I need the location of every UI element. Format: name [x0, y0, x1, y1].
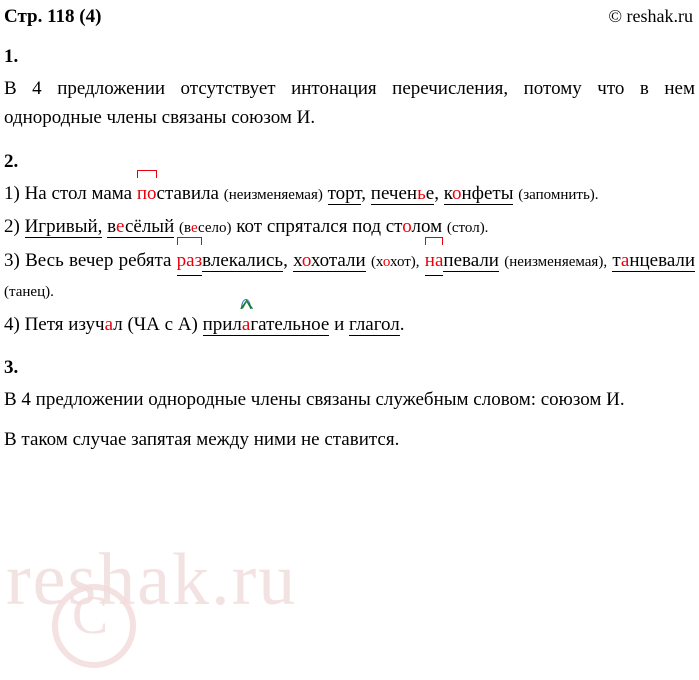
item-3-verb-napevali [425, 250, 499, 271]
prefix-mark-raz: раз [177, 246, 202, 276]
item-4-l: л [113, 313, 123, 335]
item-1-word-tort: торт [327, 182, 362, 204]
item-3-verb-tancevali [612, 250, 695, 272]
item-2-word-veselyy [107, 216, 174, 238]
item-1-comma-2: , [434, 182, 439, 204]
item-2-label: 2) [4, 216, 20, 238]
item-3-word-ves: Весь [25, 249, 64, 271]
page-label: Стр. 118 (4) [4, 6, 102, 27]
item-1-note-2: (запомнить). [518, 186, 599, 203]
item-3-note-1-red: о [382, 253, 391, 270]
answer-item-1 [4, 179, 695, 208]
item-3-verb-hohotali [293, 250, 366, 272]
item-2-o: о [402, 216, 412, 238]
item-3-ncevali: нцевали [629, 249, 696, 271]
item-4-izuch: Петя изуч [24, 313, 105, 335]
prefix-mark-na: на [425, 246, 444, 276]
item-2-note-1a: (в [178, 220, 191, 237]
item-4-note: (ЧА с А) [127, 313, 198, 335]
watermark [0, 520, 699, 680]
item-4-word-prilagatelnoe [203, 314, 330, 336]
item-3-razvlekalis-stem: влекались [202, 249, 284, 271]
item-2-rest [236, 216, 442, 237]
section-3-paragraph-1: В 4 предложении однородные члены связаны служебным словом: союзом И. [4, 389, 625, 411]
root-suffix-mark-a: а [242, 310, 250, 339]
item-1-k: к [443, 182, 452, 204]
item-1-soft-sign: ь [417, 182, 426, 204]
item-1-verb-stem: ставила [156, 182, 219, 204]
item-1-note-1: (неизменяемая) [223, 186, 323, 203]
item-3-word-rebyata: ребята [118, 249, 172, 271]
item-1-o: о [451, 182, 462, 204]
item-2-note-2: (стол). [446, 220, 489, 237]
item-3-note-2: (неизменяемая), [504, 253, 608, 270]
item-2-note-1-red: е [190, 220, 199, 237]
item-1-word-mama: мама [91, 182, 133, 204]
page-header [2, 6, 697, 28]
item-1-word-konfety [444, 183, 514, 205]
copyright-label: © reshak.ru [608, 6, 693, 26]
item-4-label: 4) [4, 313, 20, 335]
item-4-a: а [104, 313, 114, 335]
item-1-e: е [425, 182, 435, 204]
item-1-word-stol: стол [51, 182, 87, 204]
item-3-a: а [620, 249, 630, 271]
item-2-selyy: сёлый [124, 216, 175, 238]
item-1-label: 1) [4, 182, 20, 204]
item-1-pechen: печен [370, 182, 418, 204]
prefix-mark-po: по [137, 179, 157, 208]
answer-item-4 [4, 310, 695, 339]
item-2-word-igrivyy: Игривый, [24, 216, 103, 238]
item-2-rest-a: кот спрятался под ст [236, 216, 403, 238]
item-1-nfety: нфеты [461, 182, 514, 204]
item-1-word-na: На [24, 182, 47, 204]
item-2-v: в [107, 216, 117, 238]
item-3-hotali: хотали [310, 249, 366, 271]
item-3-label: 3) [4, 249, 20, 271]
item-4-pril: прил [202, 313, 242, 335]
item-3-verb-razvlekalis [177, 250, 283, 271]
item-4-verb-izuchal [25, 314, 123, 335]
item-3-napevali-stem: певали [443, 249, 499, 271]
item-3-note-1 [371, 254, 420, 270]
answer-item-3 [4, 246, 695, 306]
item-4-word-glagol: глагол [348, 313, 400, 335]
item-1-comma-1: , [361, 182, 367, 204]
section-number-1: 1. [4, 46, 19, 67]
item-2-e: е [116, 216, 125, 238]
item-2-note-1 [179, 220, 232, 236]
item-4-gatelnoe: гательное [250, 313, 330, 335]
item-3-o: о [301, 249, 311, 271]
item-4-conj: и [334, 313, 345, 335]
section-1-paragraph: В 4 предложении отсутствует интонация перечисления, потому что в нем однородные члены связаны союзом И. [4, 78, 695, 129]
watermark-copyright-circle [52, 584, 136, 668]
item-2-rest-b: лом [411, 216, 443, 238]
item-2-note-1b: село) [198, 220, 232, 237]
answer-item-2 [4, 212, 695, 241]
section-number-2: 2. [4, 150, 19, 172]
item-3-note-3: (танец). [4, 284, 54, 301]
item-3-h: х [293, 249, 302, 271]
watermark-text: reshak.ru [6, 539, 298, 621]
item-3-word-vecher: вечер [69, 249, 114, 271]
item-1-word-pechenye [371, 183, 434, 205]
item-3-comma-1: , [283, 249, 288, 271]
section-number-3: 3. [4, 357, 19, 379]
item-3-t: т [612, 249, 621, 271]
item-3-note-1a: (х [370, 253, 383, 270]
item-1-verb-postavila [137, 183, 219, 204]
item-3-note-1b: хот), [390, 253, 420, 270]
section-3-paragraph-2: В таком случае запятая между ними не ставится. [4, 428, 400, 450]
item-4-period: . [399, 313, 405, 335]
